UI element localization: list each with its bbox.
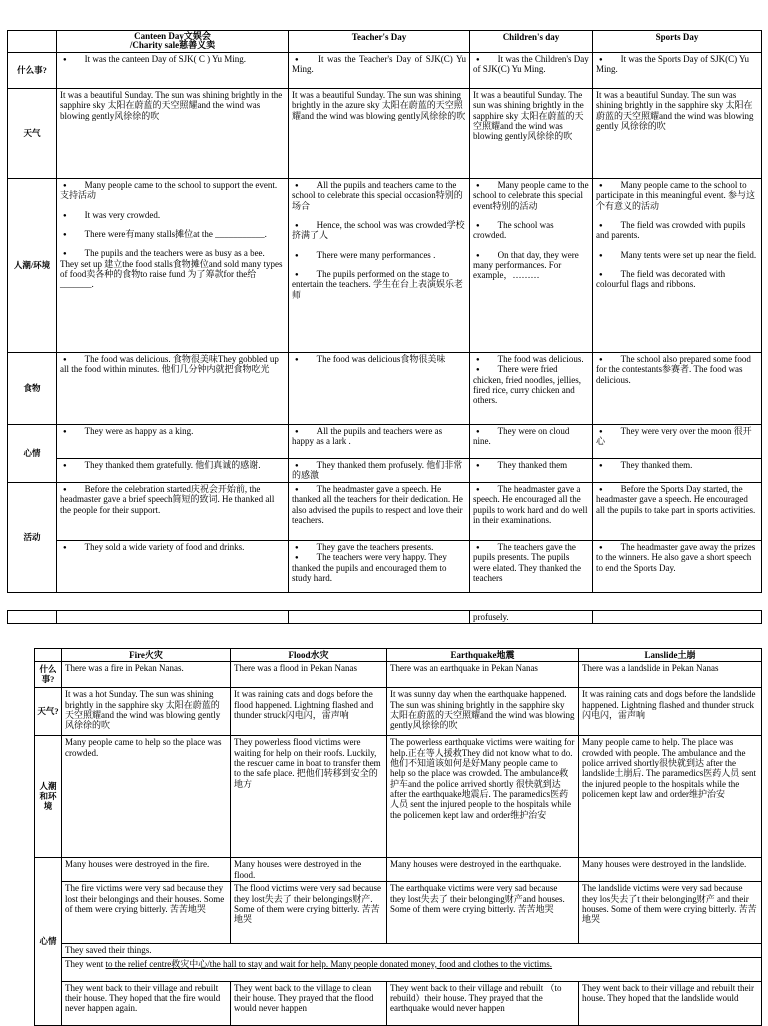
header-earthquake: Earthquake地震 [387,649,579,662]
table-row [8,425,762,459]
table-cell: They powerless flood victims were waiting for help on their roofs. Luckily, the rescuer came in boat to transfer them to the safe place. 把他们转移到安全的地方 [231,736,387,858]
table-cell: It was a hot Sunday. The sun was shining brightly in the sapphire sky 太阳在蔚蓝的天空照耀and the wind was blowing gently风徐徐的吹 [62,688,231,736]
table-row [35,736,762,858]
table-cell: ● They were on cloud nine. [470,425,593,459]
list-item: ● It was very crowded. [60,210,285,220]
table-cell: ● The school also prepared some food for the contestants参赛者. The food was delicious. [593,353,762,425]
table-cell: ● They thanked them profusely. 他们非常的感激 [289,459,470,483]
table-cell: ● They thanked them gratefully. 他们真诚的感谢. [57,459,289,483]
row-label: 人潮和环境 [35,736,62,858]
table-cell: ● It was the Sports Day of SJK(C) Yu Ming. [593,53,762,89]
table-row [8,89,762,179]
table-cell: It was a beautiful Sunday. The sun was shining brightly in the azure sky 太阳在蔚蓝的天空照耀and the wind was blowing gently风徐徐的吹 [289,89,470,179]
row-label: 天气 [8,89,57,179]
list-item: ● The pupils and the teachers were as busy as a bee. They set up 建立the food stalls食物摊位and sold many types of food卖各种的食物to raise fund 为了筹款for the给_______. [60,248,285,289]
list-item: ● Many people came to the school to participate in this meaningful event. 参与这个有意义的活动 [596,180,758,211]
list-item: ● Many people came to the school to celebrate this special event特别的活动 [473,180,589,211]
table-cell: ● The headmaster gave a speech. He encouraged all the pupils to work hard and do well in their examinations. [470,483,593,541]
table-cell: It was sunny day when the earthquake happened. The sun was shining brightly in the sapphire sky 太阳在蔚蓝的天空照耀and the wind was blowing gently风徐徐的吹 [387,688,579,736]
row-label: 天气? [35,688,62,736]
table-row [8,483,762,541]
table-cell: Many houses were destroyed in the fire. [62,858,231,882]
table-cell: The earthquake victims were very sad because they lost失去了 their belonging财产and houses. Some of them were crying bitterly. 苦苦地哭 [387,882,579,944]
header-canteen-day: Canteen Day文娱会 /Charity sale慈善义卖 [57,31,289,53]
list-item: ● The teachers were very happy. They thanked the pupils and encouraged them to study hard. [292,552,466,583]
table-row [8,353,762,425]
table-row [8,541,762,593]
list-item: ● Many tents were set up near the field. [596,250,758,260]
list-item: ● On that day, they were many performances. For example，……… [473,250,589,281]
table-cell: There was a flood in Pekan Nanas [231,662,387,688]
header-teachers-day: Teacher's Day [289,31,470,53]
table-cell: ● It was the Teacher's Day of SJK(C) Yu Ming. [289,53,470,89]
table-cell: ● Before the celebration started庆祝会开始前, the headmaster gave a brief speech简短的致词. He thanked all the people for their support. [57,483,289,541]
list-item: ● Many people came to the school to support the event. 支持活动 [60,180,285,201]
table-cell: ● The headmaster gave away the prizes to the winners. He also gave a short speech to end the Sports Day. [593,541,762,593]
table-row [35,662,762,688]
table-row [8,459,762,483]
table-cell: The powerless earthquake victims were waiting for help.正在等人援救They did not know what to do.他们不知道该如何是好Many people came to help so the place was crowded. The ambulance救护车and the police arrived shortly 很快就到达after the earthquake地震后. The paramedics医药人员 sent the injured people to the hospitals while the policemen kept law and order维护治安 [387,736,579,858]
table-row [35,957,762,981]
table-cell [8,611,57,624]
table-cell: They went back to the village to clean their house. They prayed that the flood would never happen [231,981,387,1025]
row-label: 人潮/环境 [8,179,57,353]
table-cell: ● Before the Sports Day started, the headmaster gave a speech. He encouraged all the pupils to take part in sports activities. [593,483,762,541]
table-cell [470,179,593,353]
table-cell: There was a fire in Pekan Nanas. [62,662,231,688]
table-cell: ● The food was delicious. 食物很美味They gobbled up all the food within minutes. 他们几分钟内就把食物吃光 [57,353,289,425]
list-item: ● The food was delicious. [473,354,589,364]
table-cell: They saved their things. [62,944,762,957]
header-landslide: Lanslide土崩 [579,649,762,662]
table-cell: They went to the relief centre救灾中心/the hall to stay and wait for help. Many people donated money, food and clothes to the victims. [62,957,762,981]
row-label: 心情 [35,858,62,1025]
table-cell: Many people came to help so the place was crowded. [62,736,231,858]
table-cell: profusely. [470,611,593,624]
table-cell: ● They thanked them [470,459,593,483]
table-cell [289,179,470,353]
table-row [35,944,762,957]
list-item: ● Hence, the school was was crowded学校挤满了人 [292,220,466,241]
table-row [35,858,762,882]
table-cell [289,611,470,624]
table-row [35,688,762,736]
table-cell [593,611,762,624]
disaster-table [34,648,762,1026]
table-row [35,981,762,1025]
list-item: ● The pupils performed on the stage to entertain the teachers. 学生在台上表演娱乐老师 [292,269,466,300]
table-cell [57,179,289,353]
table-row [8,53,762,89]
table-cell: Many people came to help. The place was crowded with people. The ambulance and the police arrived shortly很快就到达 after the landslide土崩后. The paramedics医药人员 sent the injured people to the hospitals while the policemen kept law and order维护治安 [579,736,762,858]
list-item: ● All the pupils and teachers came to the school to celebrate this special occasion特别的场合 [292,180,466,211]
table-cell: Many houses were destroyed in the earthquake. [387,858,579,882]
corner-cell [8,31,57,53]
table-cell: The flood victims were very sad because they lost失去了 their belongings财产. Some of them were crying bitterly. 苦苦地哭 [231,882,387,944]
table-cell: They went back to their village and rebuilt their house. They hoped that the fire would never happen again. [62,981,231,1025]
row-label: 活动 [8,483,57,593]
row-label: 食物 [8,353,57,425]
table-cell: ● They thanked them. [593,459,762,483]
table-cell: They went back to their village and rebuilt their house. They hoped that the landslide would [579,981,762,1025]
table-cell: ● The headmaster gave a speech. He thanked all the teachers for their dedication. He also advised the pupils to respect and love their teachers. [289,483,470,541]
table-cell [289,541,470,593]
table-cell [470,353,593,425]
row-label: 什么事? [35,662,62,688]
table-cell: It was a beautiful Sunday. The sun was shining brightly in the sapphire sky 太阳在蔚蓝的天空照耀and the wind was blowing gently风徐徐的吹 [470,89,593,179]
row-label: 心情 [8,425,57,483]
corner-cell [35,649,62,662]
table-cell: It was a beautiful Sunday. The sun was shining brightly in the sapphire sky 太阳在蔚蓝的天空照耀and the wind was blowing gently 风徐徐的吹 [593,89,762,179]
table-cell: They went back to their village and rebuilt （to rebuild）their house. They prayed that the earthquake would never happen [387,981,579,1025]
table-cell: It was raining cats and dogs before the flood happened. Lightning flashed and thunder struck闪电闪，雷声响 [231,688,387,736]
list-item: ● They gave the teachers presents. [292,542,466,552]
table-cell: ● They were very over the moon 很开心 [593,425,762,459]
table-row [35,882,762,944]
list-item: ● The school was crowded. [473,220,589,241]
table-cell: Many houses were destroyed in the landslide. [579,858,762,882]
table-cell: ● They sold a wide variety of food and drinks. [57,541,289,593]
table-cell: ● It was the canteen Day of SJK( C ) Yu Ming. [57,53,289,89]
table-cell [57,611,289,624]
continuation-row [7,610,762,624]
table-cell: ● The teachers gave the pupils presents. The pupils were elated. They thanked the teachers [470,541,593,593]
table-cell: ● The food was delicious食物很美味 [289,353,470,425]
table-cell: The landslide victims were very sad because they los失去了t their belonging财产 and their houses. Some of them were crying bitterly. 苦苦地哭 [579,882,762,944]
table-cell: There was a landslide in Pekan Nanas [579,662,762,688]
header-childrens-day: Children's day [470,31,593,53]
list-item: ● There were fried chicken, fried noodles, jellies, fired rice, curry chicken and others. [473,364,589,405]
table-row [8,179,762,353]
list-item: ● The field was crowded with pupils and parents. [596,220,758,241]
table-cell: ● They were as happy as a king. [57,425,289,459]
table-cell: ● All the pupils and teachers were as happy as a lark . [289,425,470,459]
table-cell [593,179,762,353]
school-events-table [7,30,762,593]
table-cell: Many houses were destroyed in the flood. [231,858,387,882]
list-item: ● There were有many stalls摊位at the ___________. [60,229,285,239]
row-label: 什么事? [8,53,57,89]
header-sports-day: Sports Day [593,31,762,53]
table-cell: There was an earthquake in Pekan Nanas [387,662,579,688]
table-cell: It was raining cats and dogs before the landslide happened. Lightning flashed and thunder struck闪电闪，雷声响 [579,688,762,736]
header-fire: Fire火灾 [62,649,231,662]
list-item: ● The field was decorated with colourful flags and ribbons. [596,269,758,290]
header-flood: Flood水灾 [231,649,387,662]
list-item: ● There were many performances . [292,250,466,260]
table-cell: The fire victims were very sad because they lost their belongings and their houses. Some of them were crying bitterly. 苦苦地哭 [62,882,231,944]
table-cell: ● It was the Children's Day of SJK(C) Yu Ming. [470,53,593,89]
table-cell: It was a beautiful Sunday. The sun was shining brightly in the sapphire sky 太阳在蔚蓝的天空照耀and the wind was blowing gently风徐徐的吹 [57,89,289,179]
